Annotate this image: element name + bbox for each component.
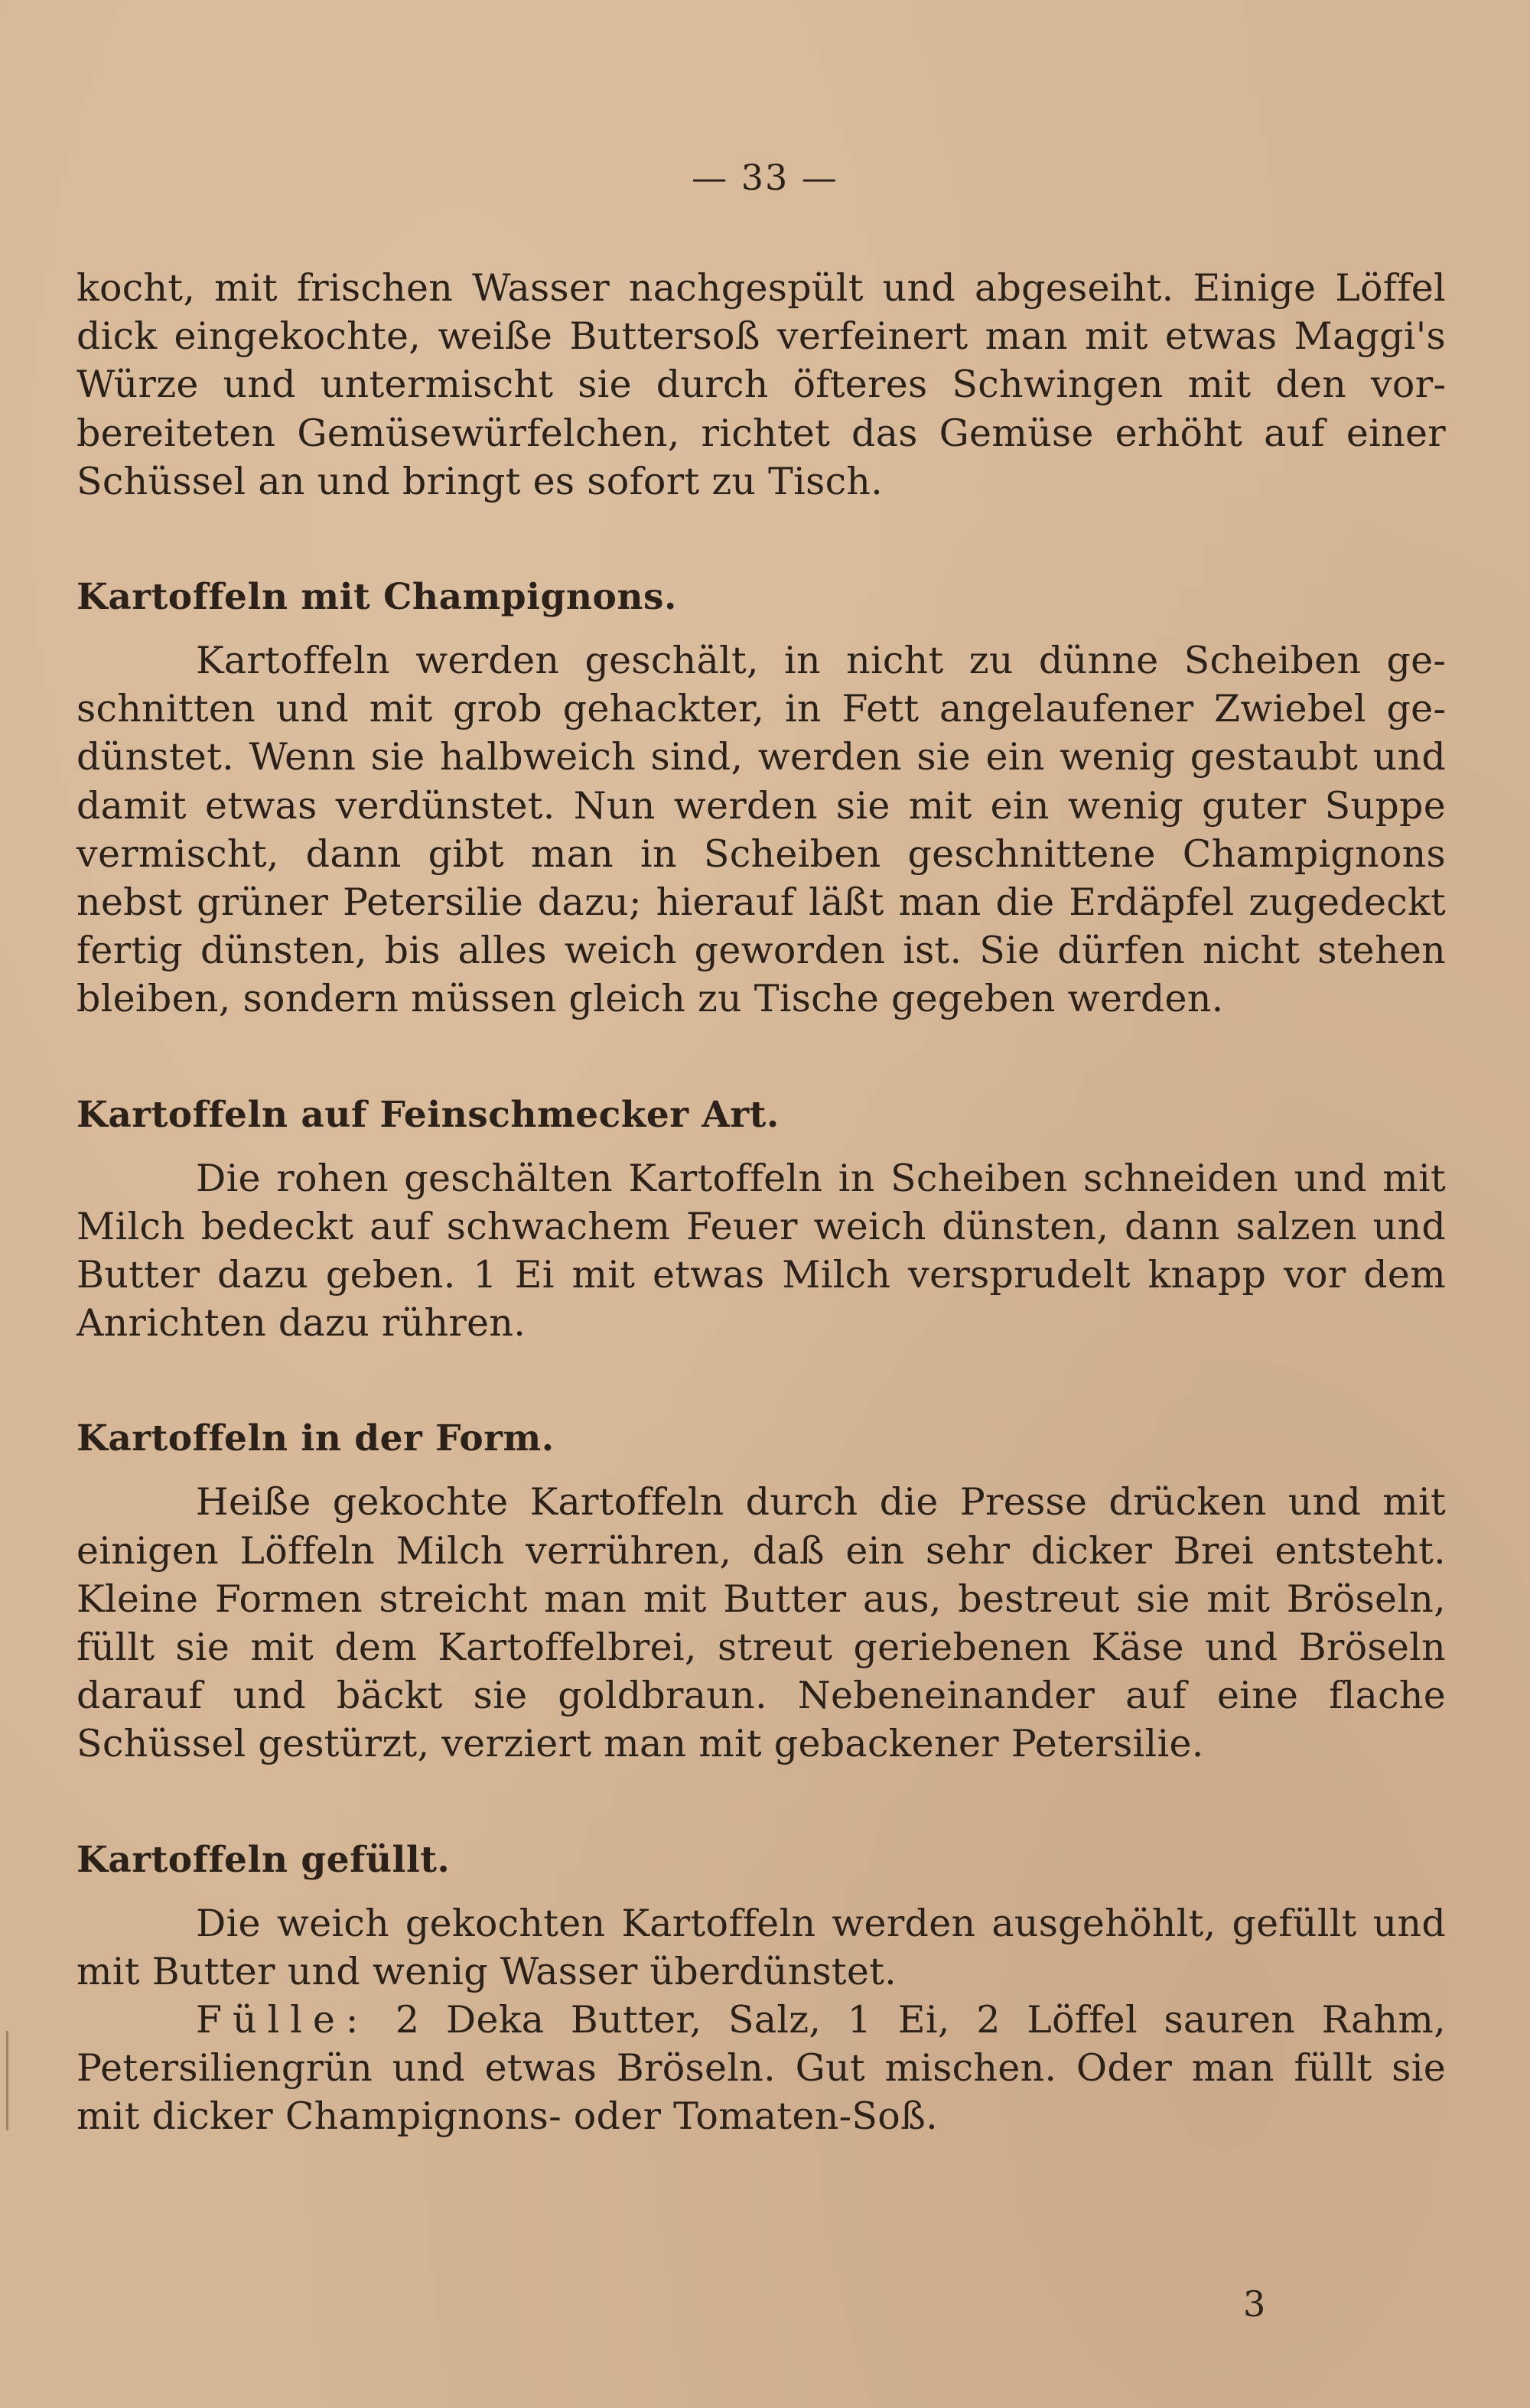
- recipe-title: Kartoffeln in der Form.: [76, 1417, 555, 1460]
- page-edge-mark: [6, 2031, 8, 2130]
- recipe-text: Die weich gekochten Kartoffeln werden ausgehöhlt, gefüllt und mit Butter und wenig Wasser überdünstet.: [76, 1901, 1446, 1993]
- recipe-title: Kartoffeln auf Feinschmecker Art.: [76, 1093, 780, 1136]
- recipe-form: [76, 1414, 1446, 1768]
- page-content: [76, 264, 1446, 2141]
- recipe-champignons: [76, 573, 1446, 1023]
- recipe-text: Kartoffeln werden geschält, in nicht zu dünne Scheiben geschnitten und mit grob gehackter, in Fett angelaufener Zwiebel gedünstet. Wenn sie halbweich sind, werden sie ein wenig gestaubt und damit etwas verdünstet. Nun werden sie mit ein wenig guter Suppe vermischt, dann gibt man in Scheiben geschnittene Champignons nebst grüner Petersilie dazu; hierauf läßt man die Erdäpfel zugedeckt fertig dünsten, bis alles weich geworden ist. Sie dürfen nicht stehen bleiben, sondern müssen gleich zu Tische gegeben werden.: [76, 639, 1446, 1021]
- filling-text: 2 Deka Butter, Salz, 1 Ei, 2 Löffel sauren Rahm, Petersiliengrün und etwas Bröseln. Gut mischen. Oder man füllt sie mit dicker Champignons- oder Tomaten-Soß.: [76, 1998, 1446, 2139]
- signature-mark: 3: [1243, 2283, 1266, 2325]
- filling-label: Fülle:: [196, 1998, 369, 2042]
- recipe-title: Kartoffeln gefüllt.: [76, 1838, 451, 1881]
- recipe-title: Kartoffeln mit Champignons.: [76, 576, 677, 619]
- recipe-text: Die rohen geschälten Kartoffeln in Scheiben schneiden und mit Milch bedeckt auf schwachem Feuer weich dünsten, dann salzen und Butter dazu geben. 1 Ei mit etwas Milch versprudelt knapp vor dem Anrichten dazu rühren.: [76, 1156, 1446, 1346]
- recipe-feinschmecker: [76, 1091, 1446, 1348]
- intro-paragraph: kocht, mit frischen Wasser nachgespült und abgeseiht. Einige Löffel dick eingekochte, weiße Buttersoß verfeinert man mit etwas Maggi's Würze und untermischt sie durch öfteres Schwingen mit den vorbereiteten Gemüsewürfelchen, richtet das Gemüse erhöht auf einer Schüssel an und bringt es sofort zu Tisch.: [76, 266, 1446, 503]
- recipe-text: Heiße gekochte Kartoffeln durch die Presse drücken und mit einigen Löffeln Milch verrühren, daß ein sehr dicker Brei entsteht. Kleine Formen streicht man mit Butter aus, bestreut sie mit Bröseln, füllt sie mit dem Kartoffelbrei, streut geriebenen Käse und Bröseln darauf und bäckt sie goldbraun. Nebeneinander auf eine flache Schüssel gestürzt, verziert man mit gebackener Petersilie.: [76, 1480, 1446, 1766]
- recipe-filling: [76, 1996, 1446, 2141]
- recipe-gefuellt: [76, 1836, 1446, 2141]
- page-number: — 33 —: [692, 157, 838, 198]
